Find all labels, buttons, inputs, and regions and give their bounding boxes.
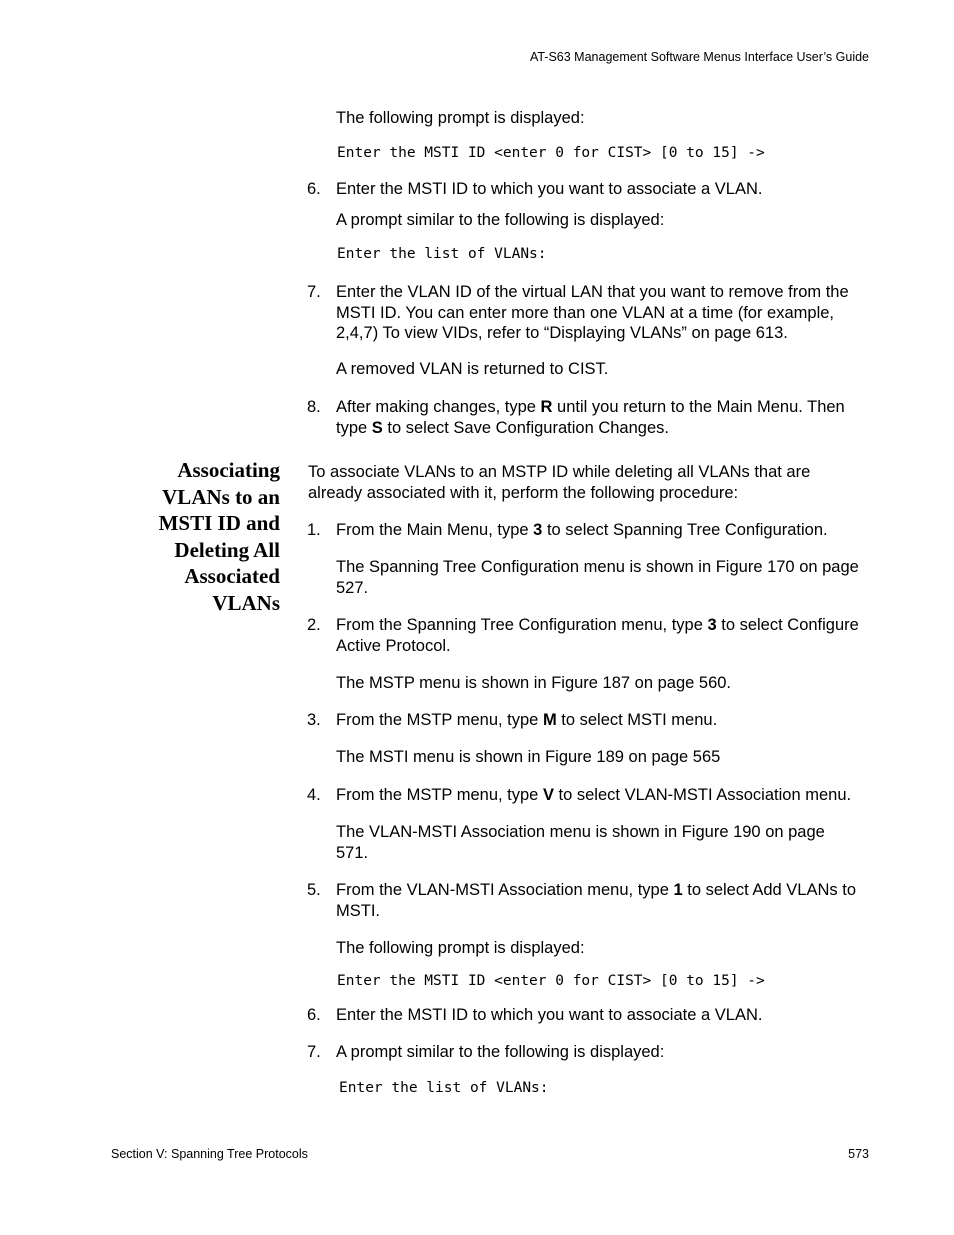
step-4-paragraph: The VLAN-MSTI Association menu is shown in Figure 190 on page 571. xyxy=(336,823,825,862)
step-number: 3. xyxy=(307,711,321,729)
step-3-paragraph: The MSTI menu is shown in Figure 189 on page 565 xyxy=(336,748,721,766)
prompt-code: Enter the MSTI ID <enter 0 for CIST> [0 to 15] -> xyxy=(337,145,765,161)
step-text: From the MSTP menu, type V to select VLAN-MSTI Association menu. xyxy=(336,786,852,804)
step-number: 6. xyxy=(307,1006,321,1024)
step-text: A prompt similar to the following is displayed: xyxy=(336,1043,665,1061)
step-text: Enter the MSTI ID to which you want to associate a VLAN. xyxy=(336,1006,763,1024)
step-number: 7. xyxy=(307,1043,321,1061)
vlan-list-code: Enter the list of VLANs: xyxy=(337,246,547,262)
key-s: S xyxy=(371,418,383,437)
section-intro: To associate VLANs to an MSTP ID while deleting all VLANs that are already associated with it, perform the following procedure: xyxy=(308,463,811,502)
step-text: Enter the MSTI ID to which you want to associate a VLAN. xyxy=(336,180,763,198)
step-text: From the Spanning Tree Configuration menu, type 3 to select Configure Active Protocol. xyxy=(336,616,859,655)
running-header: AT-S63 Management Software Menus Interface User’s Guide xyxy=(529,50,869,64)
step-text: After making changes, type R until you return to the Main Menu. Then type S to select Save Configuration Changes. xyxy=(336,398,845,437)
step-number: 7. xyxy=(307,283,321,301)
vlan-list-code: Enter the list of VLANs: xyxy=(339,1080,549,1096)
prompt-intro: The following prompt is displayed: xyxy=(336,109,585,127)
step-text: Enter the VLAN ID of the virtual LAN that you want to remove from the MSTI ID. You can enter more than one VLAN at a time (for example, 2,4,7) To view VIDs, refer to “Displaying VLANs” on page 613. xyxy=(336,283,849,342)
step-2-paragraph: The MSTP menu is shown in Figure 187 on page 560. xyxy=(336,674,732,692)
section-heading: Associating VLANs to an MSTI ID and Deleting All Associated VLANs xyxy=(158,458,280,615)
page-number: 573 xyxy=(848,1147,869,1161)
step-7-paragraph: A removed VLAN is returned to CIST. xyxy=(336,360,609,378)
step-text: From the Main Menu, type 3 to select Spanning Tree Configuration. xyxy=(336,521,828,539)
step-number: 5. xyxy=(307,881,321,899)
step-number: 6. xyxy=(307,180,321,198)
prompt-code: Enter the MSTI ID <enter 0 for CIST> [0 to 15] -> xyxy=(337,973,765,989)
step-text: From the MSTP menu, type M to select MSTI menu. xyxy=(336,711,718,729)
step-number: 1. xyxy=(307,521,321,539)
key-r: R xyxy=(540,398,553,416)
step-number: 4. xyxy=(307,786,321,804)
step-number: 8. xyxy=(307,398,321,416)
step-text: From the VLAN-MSTI Association menu, type 1 to select Add VLANs to MSTI. xyxy=(336,881,857,920)
step-number: 2. xyxy=(307,616,321,634)
step-1-paragraph: The Spanning Tree Configuration menu is shown in Figure 170 on page 527. xyxy=(336,558,859,597)
step-6-paragraph: A prompt similar to the following is displayed: xyxy=(336,211,665,229)
step-5-paragraph: The following prompt is displayed: xyxy=(336,939,585,957)
footer-section: Section V: Spanning Tree Protocols xyxy=(111,1147,308,1161)
